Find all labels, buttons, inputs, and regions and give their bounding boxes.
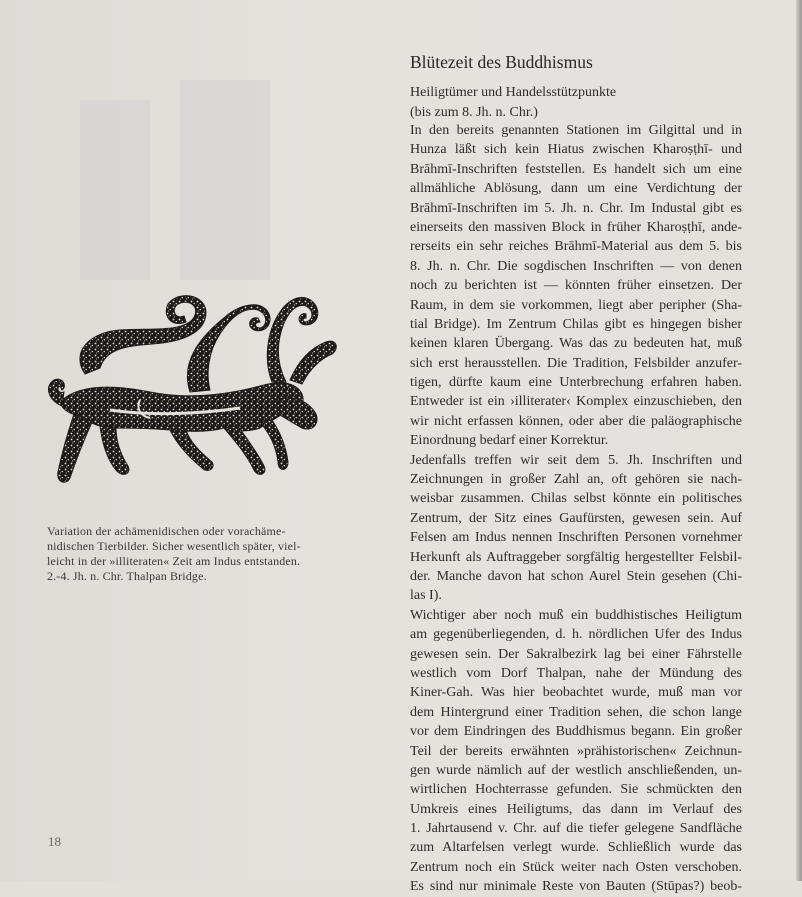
body-line: einerseits den massiven Block in früher Kharoṣṭhī, ande-	[410, 219, 742, 235]
animal-rock-drawing-figure	[40, 282, 340, 514]
page-number: 18	[48, 834, 61, 849]
body-line: Herkunft als Auftraggeber sorgfältig hergestellter Felsbil-	[410, 549, 742, 565]
body-line: weisbar zusammen. Chilas selbst könnte ein politisches	[410, 491, 742, 507]
body-line: keinen klaren Übergang. Was das zu bedeuten hat, muß	[410, 336, 742, 352]
body-line: Raum, in dem sie vorkommen, liegt aber peripher (Sha-	[410, 297, 742, 313]
body-line: rerseits ein sehr reiches Brāhmī-Material aus dem 5. bis	[410, 239, 742, 255]
body-line: gewesen sein. Der Sakralbezirk lag bei einer Fährstelle	[410, 646, 742, 662]
body-line: Entweder ist ein ›illiterater‹ Komplex einzuschieben, den	[410, 394, 742, 410]
caption-line: nidischen Tierbilder. Sicher wesentlich später, viel-	[47, 539, 301, 553]
body-line: am gegenüberliegenden, d. h. nördlichen Ufer des Indus	[410, 627, 742, 643]
body-line: tial Bridge). Im Zentrum Chilas gibt es hingegen bisher	[410, 316, 742, 332]
body-line: allmähliche Ablösung, dann um eine Verdichtung der	[410, 181, 742, 197]
body-line: 8. Jh. n. Chr. Die sogdischen Inschriften — von denen	[410, 258, 742, 274]
body-line: Teil der bereits erwähnten »prähistorischen« Zeichnun-	[410, 743, 742, 759]
section-subtitle	[410, 83, 616, 122]
subtitle-line: (bis zum 8. Jh. n. Chr.)	[410, 104, 538, 120]
body-line: las I).	[410, 588, 442, 604]
figure-caption	[47, 524, 337, 584]
body-line: Es sind nur minimale Reste von Bauten (Stūpas?) beob-	[410, 879, 742, 895]
body-line: westlich vom Dorf Thalpan, nahe der Mündung des	[410, 665, 742, 681]
body-line: 1. Jahrtausend v. Chr. auf die tiefer gelegene Sandfläche	[410, 821, 742, 837]
body-line: wirtlichen Hochterrasse gefunden. Sie schmückten den	[410, 782, 742, 798]
body-line: Felsen am Indus nennen Inschriften Personen vornehmer	[410, 530, 742, 546]
body-line: noch zu berichten ist — könnten früher einsetzen. Der	[410, 278, 742, 294]
body-line: dem Hintergrund einer Tradition sehen, die schon lange	[410, 704, 742, 720]
body-line: Jedenfalls treffen wir seit dem 5. Jh. Inschriften und	[410, 452, 742, 468]
body-line: Umkreis eines Heiligtums, das dann im Verlauf des	[410, 801, 742, 817]
body-line: Einordnung bedarf einer Korrektur.	[410, 433, 609, 449]
body-line: wir nicht erfassen können, oder aber die paläographische	[410, 413, 742, 429]
section-title: Blütezeit des Buddhismus	[410, 52, 593, 72]
body-line: sich erst herausstellen. Die Tradition, Felsbilder anzufer-	[410, 355, 742, 371]
body-line: Hunza läßt sich kein Hiatus zwischen Kharoṣṭhī- und	[410, 142, 742, 158]
caption-line: 2.-4. Jh. n. Chr. Thalpan Bridge.	[47, 569, 207, 583]
body-line: zum Altarfelsen verlegt wurde. Schließlich wurde das	[410, 840, 742, 856]
body-text	[410, 121, 742, 897]
body-line: Brāhmī-Inschriften feststellen. Es handelt sich um eine	[410, 161, 742, 177]
body-line: Kiner-Gah. Was hier beobachtet wurde, muß man vor	[410, 685, 742, 701]
body-line: vor dem Eindringen des Buddhismus begann. Ein großer	[410, 724, 742, 740]
body-line: tigen, dürfte kaum eine Unterbrechung erfahren haben.	[410, 375, 742, 391]
caption-line: leicht in der »illiteraten« Zeit am Indus entstanden.	[47, 554, 301, 568]
page-edge-shadow	[796, 0, 802, 881]
body-line: In den bereits genannten Stationen im Gilgittal und in	[410, 123, 742, 138]
body-line: Zeichnungen in großer Zahl an, oft gehören sie nach-	[410, 472, 742, 488]
body-line: Zentrum noch ein Stück weiter nach Osten verschoben.	[410, 859, 742, 875]
body-line: der. Manche davon hat schon Aurel Stein gesehen (Chi-	[410, 568, 742, 584]
caption-line: Variation der achämenidischen oder vorachäme-	[47, 524, 286, 538]
body-line: Wichtiger aber noch muß ein buddhistisches Heiligtum	[410, 607, 742, 623]
body-line: gen wurde nämlich auf der westlich anschließenden, un-	[410, 762, 742, 778]
subtitle-line: Heiligtümer und Handelsstützpunkte	[410, 85, 617, 100]
body-line: Zentrum, der Sitz eines Gaufürsten, gewesen sein. Auf	[410, 510, 742, 526]
body-line: Brāhmī-Inschriften im 5. Jh. n. Chr. Im Industal gibt es	[410, 200, 742, 216]
